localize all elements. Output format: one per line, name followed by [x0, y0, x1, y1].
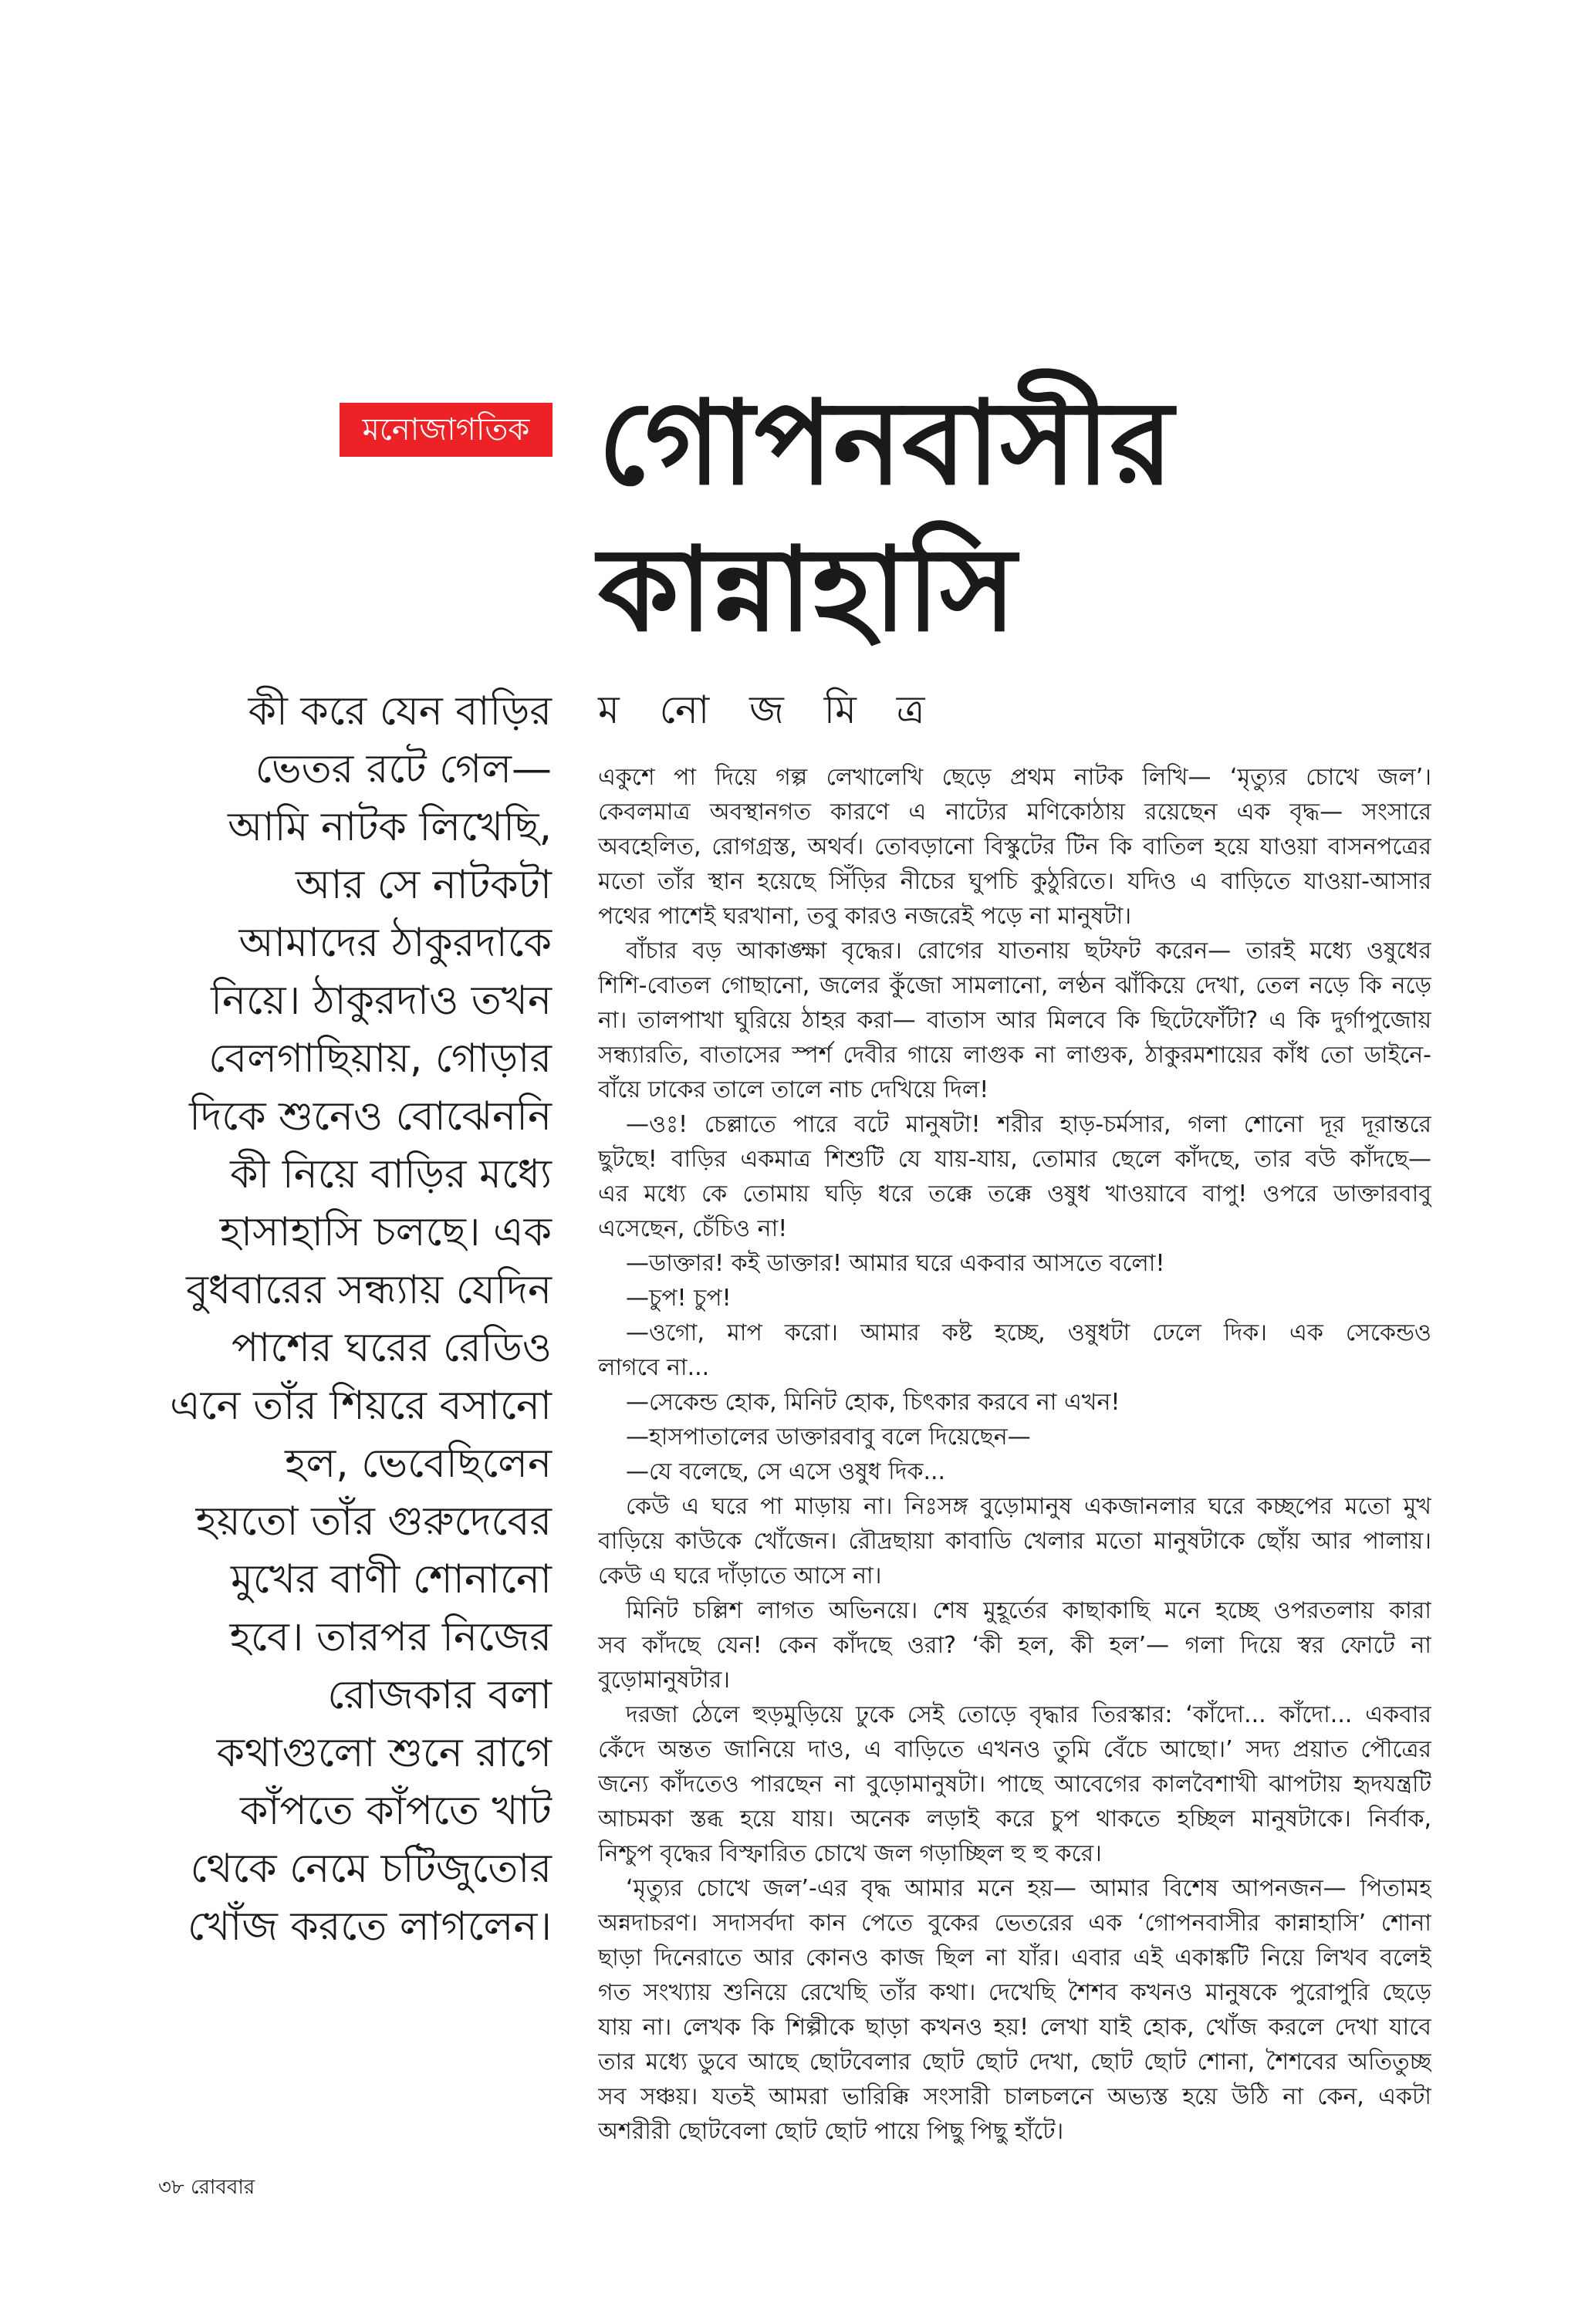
pull-quote-line: ভেতর রটে গেল—	[255, 746, 552, 792]
text-line: অন্নদাচরণ। সদাসর্বদা কান পেতে বুকের ভেতরের এক ‘গোপনবাসীর কান্নাহাসি’ শোনা	[598, 1910, 1431, 1937]
text-line: এসেছেন, চেঁচিও না!	[598, 1215, 788, 1242]
text-line: আচমকা স্তব্ধ হয়ে যায়। অনেক লড়াই করে চুপ থাকতে হচ্ছিল মানুষটাকে। নির্বাক,	[598, 1805, 1431, 1833]
text-line: সব সঞ্চয়। যতই আমরা ভারিক্কি সংসারী চালচলনে অভ্যস্ত হয়ে উঠি না কেন, একটা	[598, 2083, 1431, 2110]
pull-quote-line: কথাগুলো শুনে রাগে	[216, 1730, 552, 1776]
text-line: শিশি-বোতল গোছানো, জলের কুঁজো সামলানো, লণ্ঠন ঝাঁকিয়ে দেখা, তেল নড়ে কি নড়ে	[598, 972, 1431, 999]
text-line: বাঁচার বড় আকাঙ্ক্ষা বৃদ্ধের। রোগের যাতনায় ছটফট করেন— তারই মধ্যে ওষুধের	[626, 937, 1431, 964]
text-line: লাগবে না...	[598, 1354, 710, 1381]
text-line: —চুপ! চুপ!	[626, 1285, 732, 1312]
text-line: গত সংখ্যায় শুনিয়ে রেখেছি তাঁর কথা। দেখেছি শৈশব কখনও মানুষকে পুরোপুরি ছেড়ে	[598, 1979, 1431, 2006]
text-line: —যে বলেছে, সে এসে ওষুধ দিক...	[626, 1458, 946, 1485]
text-line: দরজা ঠেলে হুড়মুড়িয়ে ঢুকে সেই তোড়ে বৃদ্ধার তিরস্কার: ‘কাঁদো... কাঁদো... একবার	[626, 1701, 1431, 1728]
pull-quote-line: বেলগাছিয়ায়, গোড়ার	[208, 1035, 552, 1082]
page-number: ৩৮	[158, 2176, 184, 2199]
paragraph	[598, 934, 1431, 1107]
pull-quote-line: আমি নাটক লিখেছি,	[228, 804, 552, 850]
pull-quote-line: মুখের বাণী শোনানো	[231, 1556, 552, 1603]
paragraph	[598, 1593, 1431, 1697]
text-line: ছুটছে! বাড়ির একমাত্র শিশুটি যে যায়-যায়, তোমার ছেলে কাঁদছে, তার বউ কাঁদছে—	[598, 1146, 1431, 1173]
pull-quote-line: হল, ভেবেছিলেন	[285, 1441, 552, 1487]
text-line: ছাড়া দিনেরাতে আর কোনও কাজ ছিল না যাঁর। এবার এই একাঙ্কটি নিয়ে লিখব বলেই	[598, 1944, 1431, 1971]
text-line: কেবলমাত্র অবস্থানগত কারণে এ নাট্যের মণিকোঠায় রয়েছেন এক বৃদ্ধ— সংসারে	[598, 799, 1431, 826]
paragraph	[598, 1871, 1431, 2149]
paragraph	[598, 1454, 1431, 1489]
text-line: একুশে পা দিয়ে গল্প লেখালেখি ছেড়ে প্রথম নাটক লিখি— ‘মৃত্যুর চোখে জল’।	[598, 764, 1431, 791]
text-line: জন্যে কাঁদতেও পারছেন না বুড়োমানুষটা। পাছে আবেগের কালবৈশাখী ঝাপটায় হৃদযন্ত্রটি	[598, 1771, 1431, 1798]
text-line: তার মধ্যে ডুবে আছে ছোটবেলার ছোট ছোট দেখা, ছোট ছোট শোনা, শৈশবের অতিতুচ্ছ	[598, 2049, 1431, 2076]
pull-quote-line: হয়তো তাঁর গুরুদেবের	[195, 1498, 552, 1545]
paragraph	[598, 1420, 1431, 1454]
pull-quote-line: খোঁজ করতে লাগলেন।	[188, 1903, 552, 1950]
text-line: ‘মৃত্যুর চোখে জল’-এর বৃদ্ধ আমার মনে হয়— আমার বিশেষ আপনজন— পিতামহ	[626, 1875, 1431, 1902]
pull-quote-line: হবে। তারপর নিজের	[229, 1614, 552, 1660]
text-line: কেউ এ ঘরে দাঁড়াতে আসে না।	[598, 1562, 882, 1589]
text-line: পথের পাশেই ঘরখানা, তবু কারও নজরেই পড়ে না মানুষটা।	[598, 903, 1132, 930]
text-line: মতো তাঁর স্থান হয়েছে সিঁড়ির নীচের ঘুপচি কুঠুরিতে। যদিও এ বাড়িতে যাওয়া-আসার	[598, 868, 1431, 895]
page-footer	[158, 2172, 255, 2203]
text-line: —ওঃ! চেল্লাতে পারে বটে মানুষটা! শরীর হাড়-চর্মসার, গলা শোনো দূর দূরান্তরে	[626, 1111, 1431, 1138]
pull-quote-line: রোজকার বলা	[327, 1672, 552, 1718]
text-line: না। তালপাখা ঘুরিয়ে ঠাহর করা— বাতাস আর মিলবে কি ছিটেফোঁটা? এ কি দুর্গাপুজোয়	[598, 1007, 1431, 1034]
text-line: —ওগো, মাপ করো। আমার কষ্ট হচ্ছে, ওষুধটা ঢেলে দিক। এক সেকেন্ডও	[626, 1319, 1431, 1346]
text-line: —সেকেন্ড হোক, মিনিট হোক, চিৎকার করবে না এখন!	[626, 1389, 1120, 1416]
paragraph	[598, 1489, 1431, 1593]
pull-quote-line: থেকে নেমে চটিজুতোর	[190, 1846, 552, 1892]
article-body	[598, 760, 1431, 2149]
pull-quote-line: কী করে যেন বাড়ির	[248, 688, 552, 735]
author-byline: ম নো জ মি ত্র	[598, 687, 939, 732]
section-tag: মনোজাগতিক	[340, 403, 553, 457]
text-line: বাড়িয়ে কাউকে খোঁজেন। রৌদ্রছায়া কাবাডি খেলার মতো মানুষটাকে ছোঁয় আর পালায়।	[598, 1528, 1431, 1555]
text-line: সব কাঁদছে যেন! কেন কাঁদছে ওরা? ‘কী হল, কী হল’— গলা দিয়ে স্বর ফোটে না	[598, 1632, 1431, 1659]
pull-quote-line: আমাদের ঠাকুরদাকে	[238, 920, 552, 966]
pull-quote-line: বুধবারের সন্ধ্যায় যেদিন	[186, 1267, 552, 1313]
paragraph	[598, 1316, 1431, 1385]
pull-quote-line: নিয়ে। ঠাকুরদাও তখন	[211, 978, 552, 1024]
paragraph	[598, 1697, 1431, 1871]
text-line: অবহেলিত, রোগগ্রস্ত, অথর্ব। তোবড়ানো বিস্কুটের টিন কি বাতিল হয়ে যাওয়া বাসনপত্রের	[598, 833, 1431, 860]
text-line: এর মধ্যে কে তোমায় ঘড়ি ধরে তক্কে তক্কে ওষুধ খাওয়াবে বাপু! ওপরে ডাক্তারবাবু	[598, 1181, 1431, 1208]
title-line-1: গোপনবাসীর	[598, 377, 1174, 511]
pull-quote-line: এনে তাঁর শিয়রে বসানো	[170, 1383, 552, 1429]
pull-quote-line: কী নিয়ে বাড়ির মধ্যে	[230, 1151, 552, 1197]
article-title	[598, 370, 1174, 664]
text-line: বাঁয়ে ঢাকের তালে তালে নাচ দেখিয়ে দিল!	[598, 1076, 989, 1103]
text-line: নিশ্চুপ বৃদ্ধের বিস্ফারিত চোখে জল গড়াচ্ছিল হু হু করে।	[598, 1840, 1102, 1867]
paragraph	[598, 760, 1431, 934]
text-line: —হাসপাতালের ডাক্তারবাবু বলে দিয়েছেন—	[626, 1424, 1031, 1451]
magazine-name: রোববার	[191, 2176, 255, 2199]
title-line-2: কান্নাহাসি	[598, 523, 1016, 657]
text-line: মিনিট চল্লিশ লাগত অভিনয়ে। শেষ মুহূর্তের কাছাকাছি মনে হচ্ছে ওপরতলায় কারা	[626, 1597, 1431, 1624]
pull-quote-line: আর সে নাটকটা	[295, 862, 552, 908]
text-line: —ডাক্তার! কই ডাক্তার! আমার ঘরে একবার আসতে বলো!	[626, 1250, 1165, 1277]
text-line: কেঁদে অন্তত জানিয়ে দাও, এ বাড়িতে এখনও তুমি বেঁচে আছো।’ সদ্য প্রয়াত পৌত্রের	[598, 1736, 1431, 1763]
text-line: কেউ এ ঘরে পা মাড়ায় না। নিঃসঙ্গ বুড়োমানুষ একজানলার ঘরে কচ্ছপের মতো মুখ	[626, 1493, 1431, 1520]
pull-quote-line: হাসাহাসি চলছে। এক	[219, 1209, 552, 1255]
pull-quote-line: দিকে শুনেও বোঝেননি	[189, 1093, 552, 1140]
paragraph	[598, 1246, 1431, 1281]
paragraph	[598, 1107, 1431, 1246]
text-line: যায় না। লেখক কি শিল্পীকে ছাড়া কখনও হয়! লেখা যাই হোক, খোঁজ করলে দেখা যাবে	[598, 2014, 1431, 2041]
text-line: অশরীরী ছোটবেলা ছোট ছোট পায়ে পিছু পিছু হাঁটে।	[598, 2118, 1064, 2145]
paragraph	[598, 1385, 1431, 1420]
pull-quote-line: কাঁপতে কাঁপতে খাট	[240, 1788, 552, 1834]
text-line: বুড়োমানুষটার।	[598, 1667, 730, 1694]
paragraph	[598, 1281, 1431, 1316]
pull-quote-line: পাশের ঘরের রেডিও	[231, 1325, 552, 1371]
text-line: সন্ধ্যারতি, বাতাসের স্পর্শ দেবীর গায়ে লাগুক না লাগুক, ঠাকুরমশায়ের কাঁধ তো ডাইনে-	[598, 1042, 1431, 1069]
pull-quote	[120, 683, 552, 1956]
